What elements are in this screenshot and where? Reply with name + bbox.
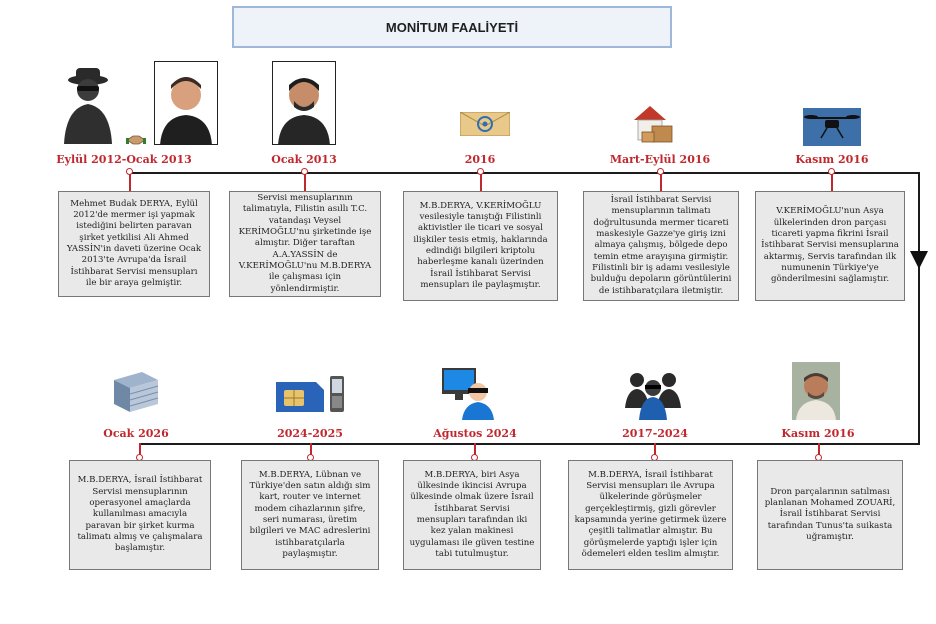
portrait-photo-icon [272,61,336,149]
event-card [229,191,381,297]
event-date: Ocak 2013 [271,153,337,166]
event-connector [831,172,833,192]
event-card [241,460,379,570]
event-date: Ocak 2026 [103,427,169,440]
event-card [403,191,558,301]
portrait-photo-icon [154,61,218,149]
event-card [568,460,733,570]
event-date: Kasım 2016 [781,427,855,440]
timeline-bottom-line [140,443,920,445]
event-date: Eylül 2012-Ocak 2013 [56,153,192,166]
event-card [403,460,541,570]
event-connector [480,172,482,192]
event-card [755,191,905,301]
spy-icon [58,64,118,152]
email-envelope-icon [460,112,510,140]
event-date: Kasım 2016 [795,153,869,166]
event-date: 2016 [464,153,496,166]
event-description: M.B.DERYA, Lübnan ve Türkiye'den satın aldığı sim kart, router ve internet modem cihazlarının şifre, seri numarası, üretim bilgileri ve MAC adreslerini istihbaratçılarla paylaşmıştır. [249,469,371,560]
warehouse-boxes-icon [630,102,676,148]
event-card [583,191,739,301]
agents-group-icon [622,368,684,424]
event-marker [301,168,308,175]
event-description: M.B.DERYA, V.KERİMOĞLU vesilesiyle tanıştığı Filistinli aktivistler ile ticari ve sosyal ilişkiler tesis etmiş, haklarında edindiği bilgileri kriptolu haberleşme kanalı üzerinden İsrail İstihbarat Servisi mensupları ile paylaşmıştır. [413,200,548,291]
event-date: 2024-2025 [277,427,343,440]
portrait-photo-icon [792,362,840,424]
event-card [757,460,903,570]
polygraph-user-icon [442,368,496,424]
event-date: 2017-2024 [622,427,688,440]
event-connector [304,172,306,192]
event-date: Ağustos 2024 [433,427,517,440]
drone-icon [803,108,861,150]
event-marker [126,168,133,175]
event-description: M.B.DERYA, biri Asya ülkesinde ikincisi Avrupa ülkesinde olmak üzere İsrail İstihbarat Servisi mensupları tarafından iki kez yalan makinesi uygulaması ile güven testine tabi tutulmuştur. [409,469,535,560]
event-description: M.B.DERYA, İsrail İstihbarat Servisi mensupları ile Avrupa ülkelerinde görüşmeler gerçekleştirmiş, gizli görevler kapsamında yerine getirmek üzere çeşitli talimatlar almıştır. Bu görüşmelerde yaptığı işler için ödemeleri elden teslim almıştır. [574,469,727,560]
event-description: Servisi mensuplarının talimatıyla, Filistin asıllı T.C. vatandaşı Veysel KERİMOĞLU'nu şirketinde işe almıştır. Diğer taraftan A.A.YASSİN de V.KERİMOĞLU'nu M.B.DERYA ile çalışması için yönlendirmiştir. [238,192,372,294]
event-marker [828,168,835,175]
handshake-icon [126,131,146,150]
event-date: Mart-Eylül 2016 [609,153,711,166]
event-marker [477,168,484,175]
event-card [58,191,210,297]
timeline-top-line [128,172,920,174]
event-description: İsrail İstihbarat Servisi mensuplarının talimatı doğrultusunda mermer ticareti maskesiyle Gazze'ye giriş izni almaya çalışmış, bölgede depo temin etme arayışına girmiştir. Filistinli bir iş adamı vesilesiyle bulduğu depoların görüntülerini de istihbaratçılara iletmiştir. [590,194,732,296]
event-description: Dron parçalarının satılması planlanan Mohamed ZOUARİ, İsrail İstihbarat Servisi tarafından Tunus'ta suikasta uğramıştır. [764,486,896,543]
timeline-arrow-icon [910,251,928,269]
event-card [69,460,211,570]
event-description: M.B.DERYA, İsrail İstihbarat Servisi mensuplarının operasyonel amaçlarda kullanılması amacıyla paravan bir şirket kurma talimatı almış ve çalışmalara başlamıştır. [77,475,203,554]
event-marker [657,168,664,175]
event-connector [660,172,662,192]
title-box [232,6,672,48]
event-description: V.KERİMOĞLU'nun Asya ülkelerinden dron parçası ticareti yapma fikrini İsrail İstihbarat Servisi mensuplarına aktarmış, Servis tarafından ilk numunenin Türkiye'ye gönderilmesini sağlamıştır. [761,206,899,285]
page-title: MONİTUM FAALİYETİ [385,19,519,35]
event-connector [129,172,131,192]
server-rack-icon [108,370,162,418]
timeline-right-line [918,172,920,445]
event-description: Mehmet Budak DERYA, Eylül 2012'de mermer işi yapmak istediğini belirten paravan şirket yetkilisi Ali Ahmed YASSİN'in daveti üzerine Ocak 2013'te Avrupa'da İsrail İstihbarat Servisi mensupları ile bir araya gelmiştir. [66,198,202,289]
sim-card-phone-icon [276,376,348,420]
